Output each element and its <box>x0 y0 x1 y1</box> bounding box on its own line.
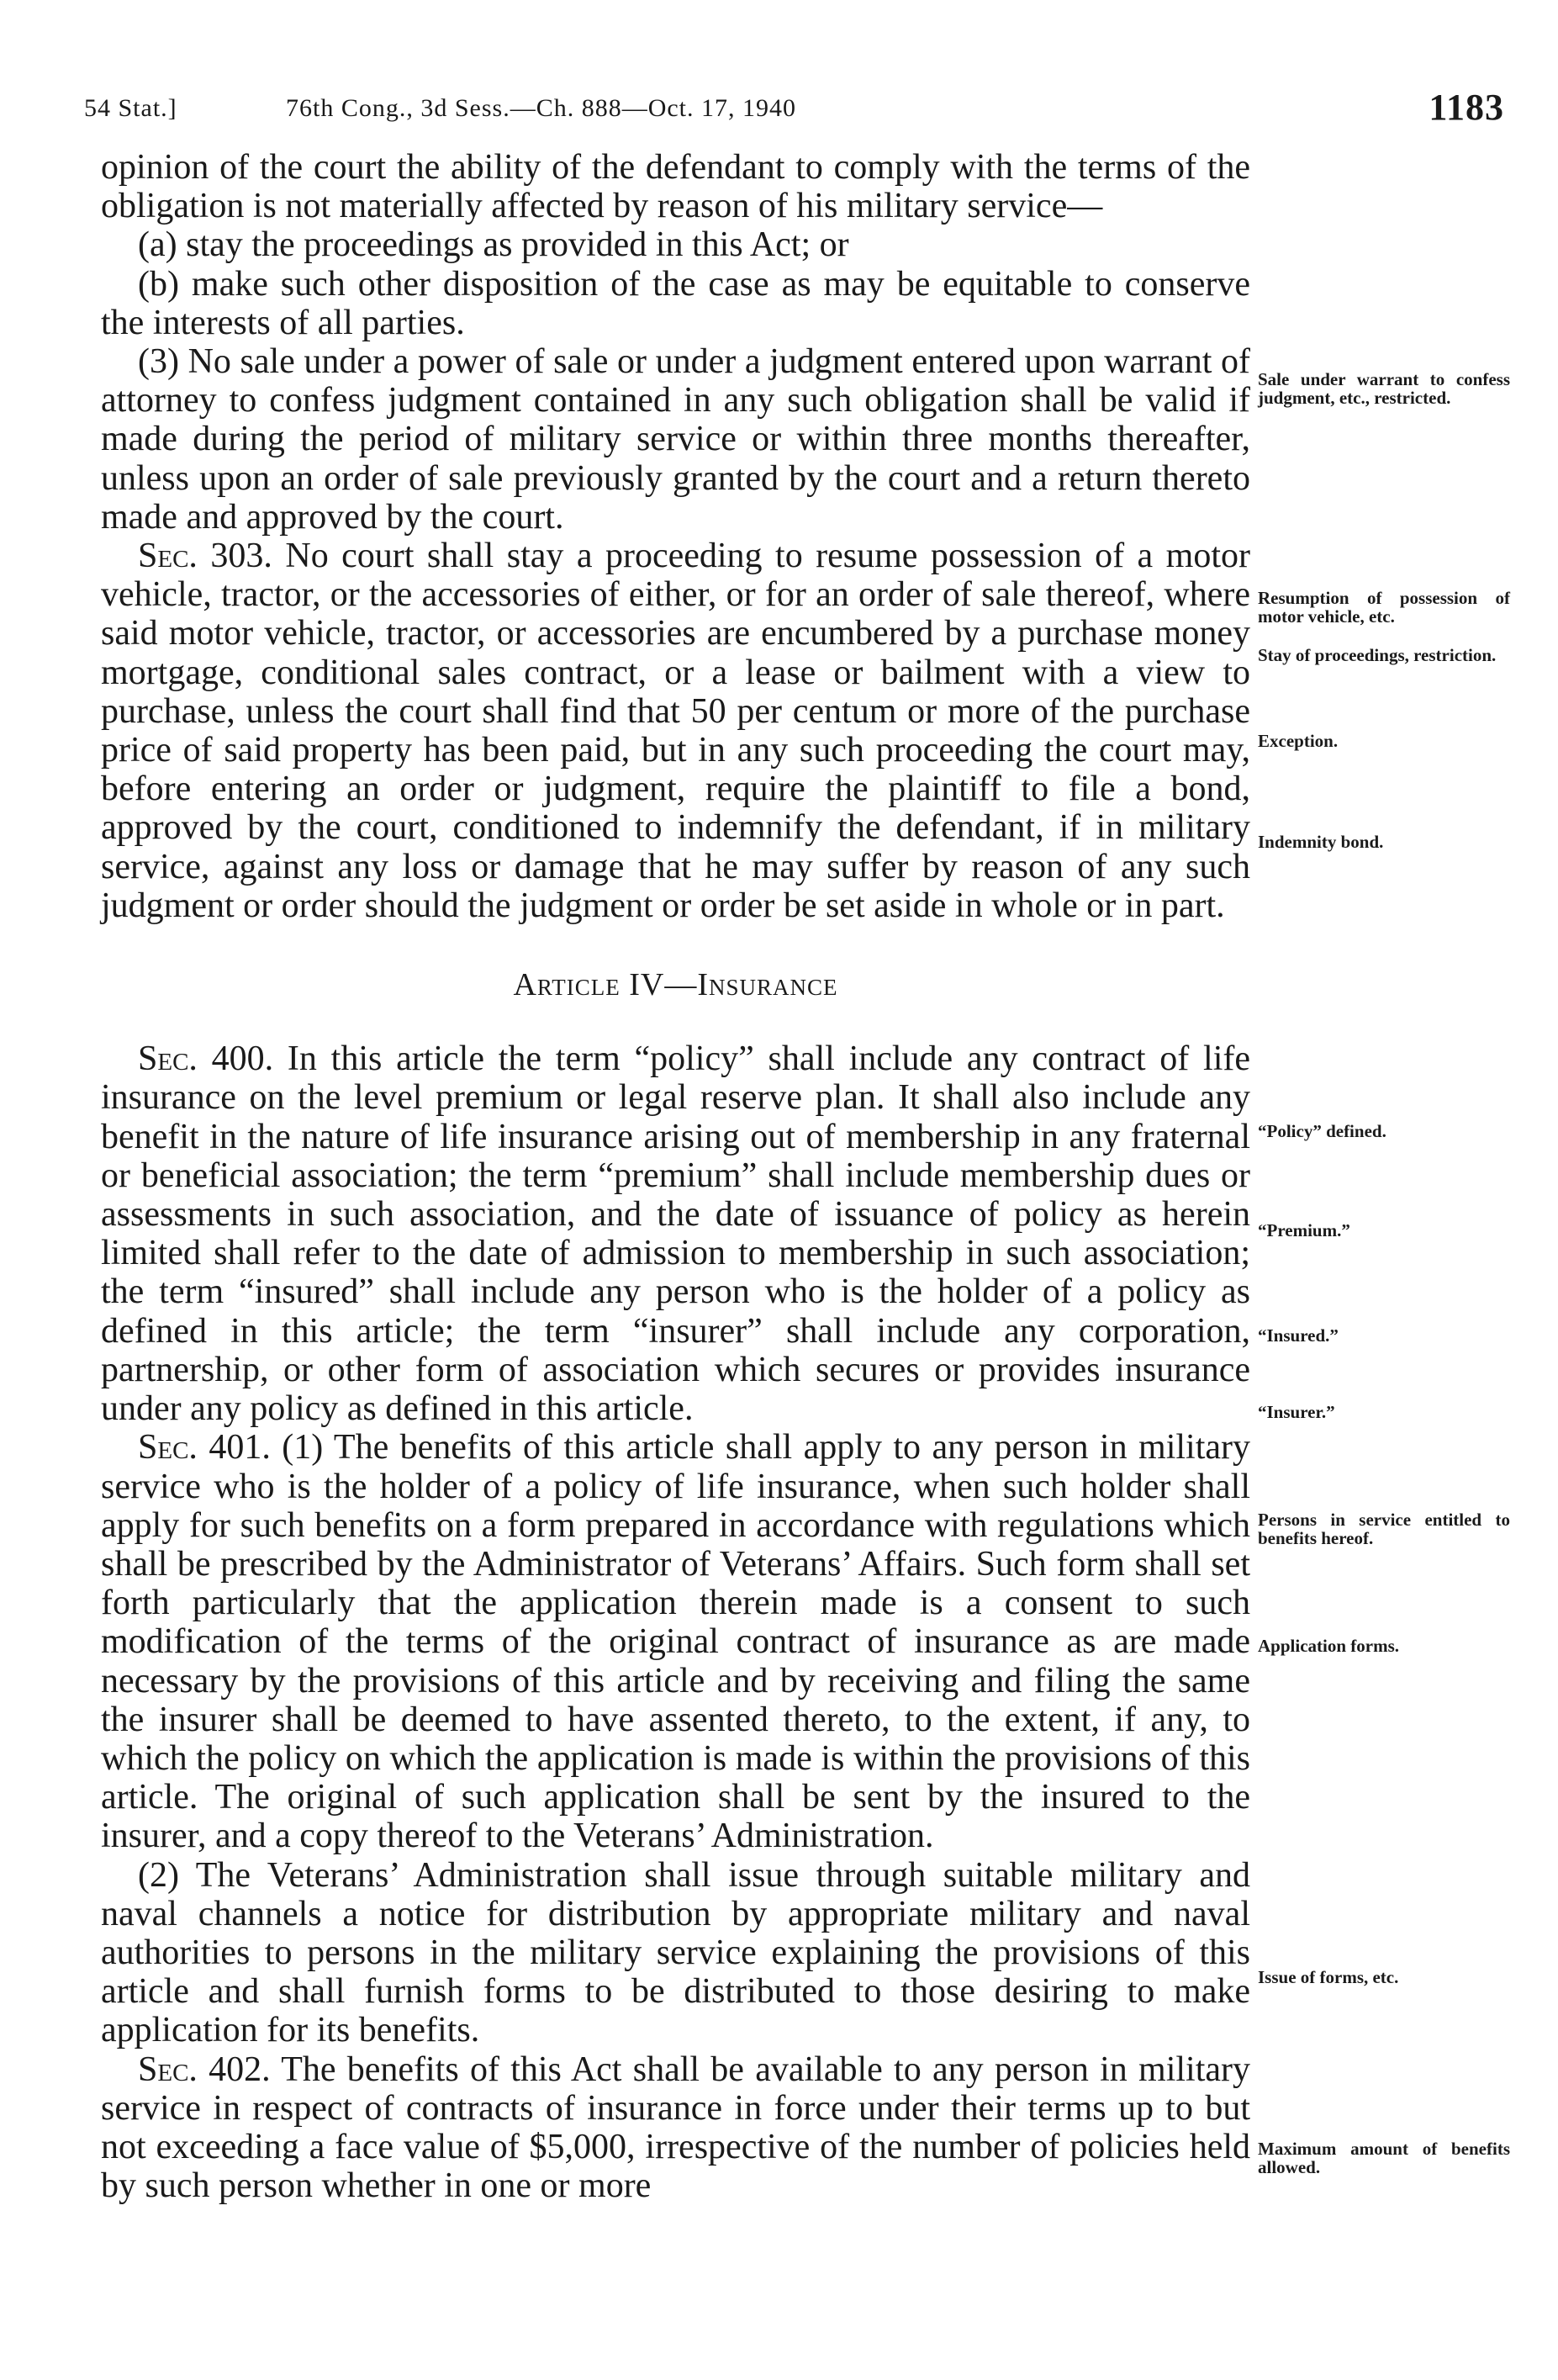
section-400-label: Sec. 400. <box>138 1039 274 1079</box>
section-401-text: (1) The benefits of this article shall apply to any person in military service who is the holder of a policy of life insurance, when such holder shall apply for such benefits on a form prepared in accordance with regulations which shall be prescribed by the Administrator of Veterans’ Affairs. Such form shall set forth particularly that the application therein made is a consent to such modification of the terms of the original contract of insurance as are made necessary by the provisions of this article and by receiving and filing the same the insurer shall be deemed to have assented thereto, to the extent, if any, to which the policy on which the application is made is within the provisions of this article. The original of such application shall be sent by the insured to the insurer, and a copy thereof to the Veterans’ Administration. <box>101 1428 1250 1856</box>
paragraph-continuation: opinion of the court the ability of the defendant to comply with the terms of the obligation is not materially affected by reason of his military service— <box>101 148 1250 226</box>
margin-note-indemnity: Indemnity bond. <box>1258 832 1384 852</box>
margin-note-resumption: Resumption of possession of motor vehicle, etc. <box>1258 588 1510 627</box>
margin-note-sale-warrant: Sale under warrant to confess judgment, etc., restricted. <box>1258 369 1510 408</box>
margin-note-insured: “Insured.” <box>1258 1325 1339 1346</box>
section-303-label: Sec. 303. <box>138 537 272 576</box>
margin-note-exception: Exception. <box>1258 731 1339 751</box>
paragraph-3-sale-restriction: (3) No sale under a power of sale or under a judgment entered upon warrant of attorney to confess judgment contained in any such obligation shall be valid if made during the period of military service or within three months thereafter, unless upon an order of sale previously granted by the court and a return thereto made and approved by the court. <box>101 342 1250 537</box>
section-401-label: Sec. 401. <box>138 1428 271 1468</box>
volume-citation: 54 Stat.] <box>84 94 177 122</box>
margin-note-application: Application forms. <box>1258 1636 1399 1656</box>
section-402 <box>101 2050 1250 2206</box>
margin-note-maximum: Maximum amount of benefits allowed. <box>1258 2139 1510 2177</box>
page-number: 1183 <box>1429 87 1504 128</box>
margin-note-premium: “Premium.” <box>1258 1220 1350 1240</box>
margin-note-policy: “Policy” defined. <box>1258 1121 1386 1141</box>
margin-note-stay: Stay of proceedings, restriction. <box>1258 645 1497 665</box>
statute-text <box>101 148 1250 2205</box>
section-401 <box>101 1428 1250 1855</box>
section-400-text: In this article the term “policy” shall include any contract of life insurance on the level premium or legal reserve plan. It shall also include any benefit in the nature of life insurance arising out of membership in any fraternal or beneficial association; the term “premium” shall include membership dues or assessments in such association, and the date of issuance of policy as herein limited shall refer to the date of admission to membership in such association; the term “insured” shall include any person who is the holder of a policy as defined in this article; the term “insurer” shall include any corporation, partnership, or other form of association which secures or provides insurance under any policy as defined in this article. <box>101 1039 1250 1429</box>
section-402-label: Sec. 402. <box>138 2049 271 2089</box>
margin-note-insurer: “Insurer.” <box>1258 1402 1335 1422</box>
clause-b: (b) make such other disposition of the case as may be equitable to conserve the interests of all parties. <box>101 264 1250 342</box>
section-303-text: No court shall stay a proceeding to resume possession of a motor vehicle, tractor, or the accessories of either, or for an order of sale thereof, where said motor vehicle, tractor, or accessories are encumbered by a purchase money mortgage, conditional sales contract, or a lease or bailment with a view to purchase, unless the court shall find that 50 per centum or more of the purchase price of said property has been paid, but in any such proceeding the court may, before entering an order or judgment, require the plaintiff to file a bond, approved by the court, conditioned to indemnify the defendant, if in military service, against any loss or damage that he may suffer by reason of any such judgment or order should the judgment or order be set aside in whole or in part. <box>101 537 1250 925</box>
margin-note-issue-forms: Issue of forms, etc. <box>1258 1967 1399 1987</box>
section-402-text: The benefits of this Act shall be available to any person in military service in respect of contracts of insurance in force under their terms up to but not exceeding a face value of $5,000, irrespective of the number of policies held by such person whether in one or more <box>101 2049 1251 2206</box>
margin-note-persons: Persons in service entitled to benefits hereof. <box>1258 1510 1510 1548</box>
clause-a: (a) stay the proceedings as provided in this Act; or <box>138 225 849 265</box>
section-303 <box>101 537 1250 925</box>
section-400 <box>101 1039 1250 1428</box>
section-401-2: (2) The Veterans’ Administration shall issue through suitable military and naval channels a notice for distribution by appropriate military and naval authorities to persons in the military service explaining the provisions of this article and shall furnish forms to be distributed to those desiring to make application for its benefits. <box>101 1855 1250 2050</box>
session-citation: 76th Cong., 3d Sess.—Ch. 888—Oct. 17, 1940 <box>286 94 797 122</box>
article-heading: Article IV—Insurance <box>513 967 838 1003</box>
